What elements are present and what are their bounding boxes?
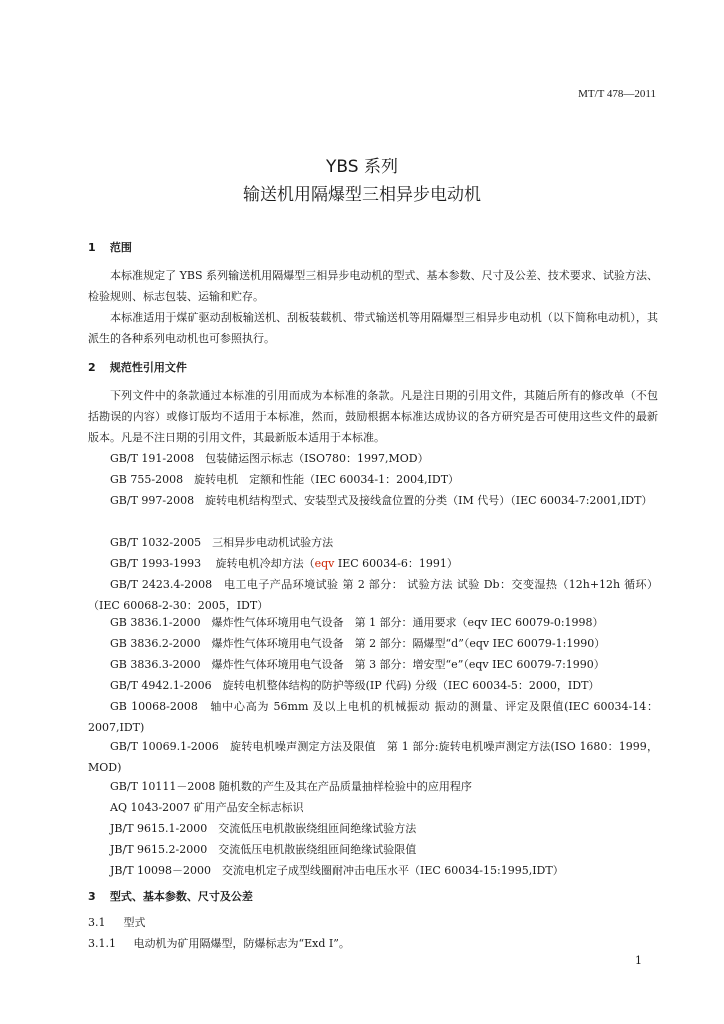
subsection-number: 3.1.1: [88, 937, 116, 950]
reference-text: IEC 60034-6：1991）: [334, 557, 458, 570]
standard-code: MT/T 478—2011: [578, 88, 656, 100]
subsection-number: 3.1: [88, 916, 106, 929]
reference-item: GB 755-2008 旋转电机 定额和性能（IEC 60034-1：2004,IDT）: [110, 473, 460, 486]
reference-item: GB/T 10111－2008 随机数的产生及其在产品质量抽样检验中的应用程序: [110, 780, 472, 793]
reference-item: JB/T 9615.2-2000 交流低压电机散嵌绕组匝间绝缘试验限值: [110, 843, 417, 856]
scope-paragraph-2: 本标准适用于煤矿驱动刮板输送机、刮板装载机、带式输送机等用隔爆型三相异步电动机（以下简称电动机），其派生的各种系列电动机也可参照执行。: [88, 311, 658, 345]
reference-item-1993: [88, 553, 658, 574]
references-intro: 下列文件中的条款通过本标准的引用而成为本标准的条款。凡是注日期的引用文件，其随后所有的修改单（不包括勘误的内容）或修订版均不适用于本标准，然而，鼓励根据本标准达成协议的各方研究是否可使用这些文件的最新版本。凡是不注日期的引用文件，其最新版本适用于本标准。: [88, 389, 658, 444]
reference-item: JB/T 10098－2000 交流电机定子成型线圈耐冲击电压水平（IEC 60034-15:1995,IDT）: [110, 864, 564, 877]
reference-item: GB/T 4942.1-2006 旋转电机整体结构的防护等级(IP 代码) 分级（IEC 60034-5：2000，IDT）: [110, 679, 600, 692]
reference-item: JB/T 9615.1-2000 交流低压电机散嵌绕组匝间绝缘试验方法: [110, 822, 417, 835]
subsection-3-1: [88, 914, 146, 930]
section-heading-type-params: [88, 888, 253, 904]
section-title: 范围: [109, 241, 132, 254]
reference-item: GB/T 2423.4-2008 电工电子产品环境试验 第 2 部分： 试验方法 试验 Db：交变湿热（12h+12h 循环）（IEC 60068-2-30：2005，IDT）: [88, 578, 658, 612]
subsection-text: 电动机为矿用隔爆型，防爆标志为“Exd I”。: [133, 937, 350, 950]
subsection-title: 型式: [123, 916, 146, 929]
section-heading-scope: [88, 239, 132, 255]
reference-item: GB 3836.1-2000 爆炸性气体环境用电气设备 第 1 部分：通用要求（eqv IEC 60079-0:1998）: [110, 616, 604, 629]
reference-item: GB 3836.2-2000 爆炸性气体环境用电气设备 第 2 部分：隔爆型“d”（eqv IEC 60079-1:1990）: [110, 637, 606, 650]
section-number: 1: [88, 241, 96, 254]
scope-paragraph-1: 本标准规定了 YBS 系列输送机用隔爆型三相异步电动机的型式、基本参数、尺寸及公差、技术要求、试验方法、检验规则、标志包装、运输和贮存。: [88, 269, 658, 303]
doc-title-series: YBS 系列: [326, 157, 398, 177]
subsection-3-1-1: [88, 935, 350, 951]
section-number: 2: [88, 361, 96, 374]
reference-item: GB/T 10069.1-2006 旋转电机噪声测定方法及限值 第 1 部分:旋转电机噪声测定方法(ISO 1680：1999，MOD): [88, 740, 658, 774]
reference-item: GB 10068-2008 轴中心高为 56mm 及以上电机的机械振动 振动的测量、评定及限值(IEC 60034-14：2007,IDT): [88, 700, 658, 734]
doc-title-main: 输送机用隔爆型三相异步电动机: [243, 185, 481, 205]
reference-item: AQ 1043-2007 矿用产品安全标志标识: [110, 801, 304, 814]
reference-item: GB 3836.3-2000 爆炸性气体环境用电气设备 第 3 部分：增安型“e”（eqv IEC 60079-7:1990）: [110, 658, 605, 671]
highlighted-eqv: eqv: [314, 557, 335, 570]
reference-item: GB/T 1032-2005 三相异步电动机试验方法: [110, 536, 334, 549]
section-title: 型式、基本参数、尺寸及公差: [109, 890, 253, 903]
section-heading-references: [88, 359, 187, 375]
reference-item: GB/T 997-2008 旋转电机结构型式、安装型式及接线盒位置的分类（IM 代号）（IEC 60034-7:2001,IDT）: [110, 494, 653, 507]
section-number: 3: [88, 890, 96, 903]
section-title: 规范性引用文件: [109, 361, 187, 374]
reference-item: GB/T 191-2008 包装储运图示标志（ISO780：1997,MOD）: [110, 452, 429, 465]
page-number: 1: [635, 954, 642, 967]
reference-text: GB/T 1993-1993 旋转电机冷却方法（: [110, 557, 315, 570]
